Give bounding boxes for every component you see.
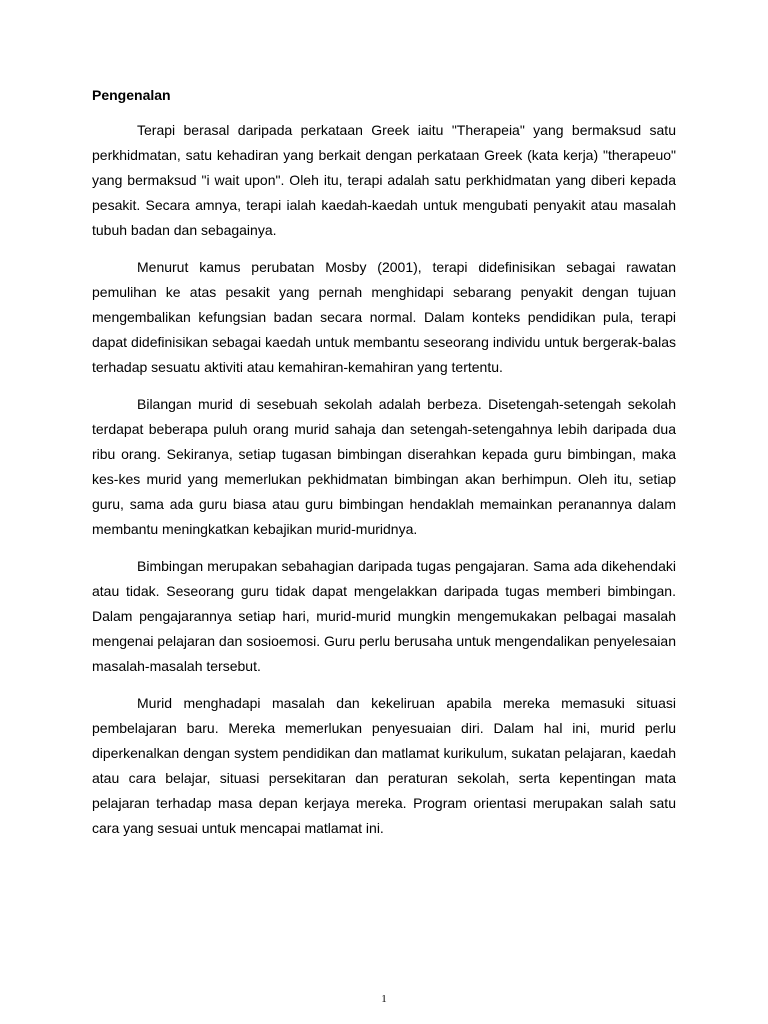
paragraph-5: Murid menghadapi masalah dan kekeliruan apabila mereka memasuki situasi pembelajaran baru. Mereka memerlukan penyesuaian diri. Dalam hal ini, murid perlu diperkenalkan dengan system pendidikan dan matlamat kurikulum, sukatan pelajaran, kaedah atau cara belajar, situasi persekitaran dan peraturan sekolah, serta kepentingan mata pelajaran terhadap masa depan kerjaya mereka. Program orientasi merupakan salah satu cara yang sesuai untuk mencapai matlamat ini. (92, 695, 676, 836)
paragraph-3: Bilangan murid di sesebuah sekolah adalah berbeza. Disetengah-setengah sekolah terdapat beberapa puluh orang murid sahaja dan setengah-setengahnya lebih daripada dua ribu orang. Sekiranya, setiap tugasan bimbingan diserahkan kepada guru bimbingan, maka kes-kes murid yang memerlukan pekhidmatan bimbingan akan berhimpun. Oleh itu, setiap guru, sama ada guru biasa atau guru bimbingan hendaklah memainkan peranannya dalam membantu meningkatkan kebajikan murid-muridnya. (92, 396, 676, 537)
paragraph-1: Terapi berasal daripada perkataan Greek iaitu "Therapeia" yang bermaksud satu perkhidmatan, satu kehadiran yang berkait dengan perkataan Greek (kata kerja) "therapeuo" yang bermaksud "i wait upon". Oleh itu, terapi adalah satu perkhidmatan yang diberi kepada pesakit. Secara amnya, terapi ialah kaedah-kaedah untuk mengubati penyakit atau masalah tubuh badan dan sebagainya. (92, 122, 676, 238)
document-body (92, 86, 676, 853)
section-heading: Pengenalan (92, 87, 171, 103)
page-number: 1 (381, 993, 387, 1005)
paragraph-2: Menurut kamus perubatan Mosby (2001), terapi didefinisikan sebagai rawatan pemulihan ke atas pesakit yang pernah menghidapi sebarang penyakit dengan tujuan mengembalikan kefungsian badan secara normal. Dalam konteks pendidikan pula, terapi dapat didefinisikan sebagai kaedah untuk membantu seseorang individu untuk bergerak-balas terhadap sesuatu aktiviti atau kemahiran-kemahiran yang tertentu. (92, 259, 676, 375)
paragraph-4: Bimbingan merupakan sebahagian daripada tugas pengajaran. Sama ada dikehendaki atau tidak. Seseorang guru tidak dapat mengelakkan daripada tugas memberi bimbingan. Dalam pengajarannya setiap hari, murid-murid mungkin mengemukakan pelbagai masalah mengenai pelajaran dan sosioemosi. Guru perlu berusaha untuk mengendalikan penyelesaian masalah-masalah tersebut. (92, 558, 676, 674)
